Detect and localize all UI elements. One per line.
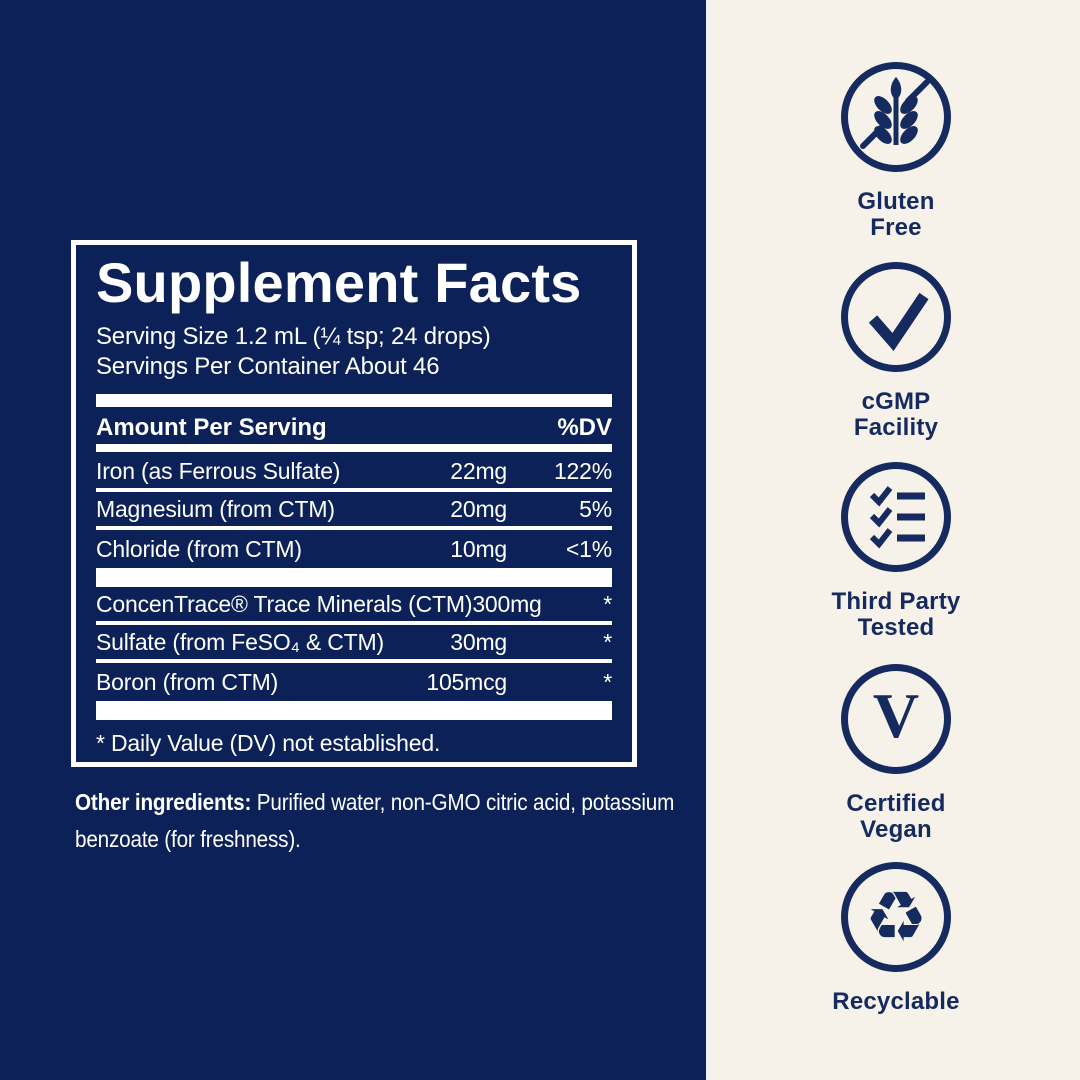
nutrient-dv: * (603, 628, 612, 655)
nutrient-name: Sulfate (from FeSO₄ & CTM) (96, 628, 384, 655)
nutrient-dv: 122% (553, 457, 612, 484)
badge-third-party-tested (712, 462, 1080, 641)
divider-bar (96, 444, 612, 452)
table-row (96, 663, 612, 701)
supplement-facts-title: Supplement Facts (96, 251, 582, 314)
serving-size: Serving Size 1.2 mL (¼ tsp; 24 drops) (96, 323, 491, 350)
checkmark-glyph (848, 269, 944, 365)
table-row (96, 492, 612, 530)
other-ingredients-line2: benzoate (for freshness). (75, 826, 301, 852)
nutrient-amount: 300mg (472, 590, 542, 617)
gluten-free-icon (841, 62, 951, 172)
badge-sidebar (706, 0, 1080, 1080)
nutrient-amount: 20mg (450, 495, 507, 522)
badge-certified-vegan (712, 664, 1080, 843)
nutrient-dv: <1% (565, 535, 612, 562)
supplement-facts-panel (71, 240, 637, 767)
table-header-row (96, 412, 612, 444)
amount-per-serving-header: Amount Per Serving (96, 414, 327, 441)
vegan-v-glyph: V (872, 680, 920, 751)
other-ingredients-line1: Other ingredients: Purified water, non-GMO citric acid, potassium (75, 789, 675, 815)
certified-vegan-icon (841, 664, 951, 774)
cgmp-check-icon (841, 262, 951, 372)
table-row (96, 587, 612, 625)
divider-bar (96, 394, 612, 407)
nutrient-name: Boron (from CTM) (96, 668, 279, 695)
nutrient-name: Iron (as Ferrous Sulfate) (96, 457, 341, 484)
table-row (96, 530, 612, 568)
badge-label-vegan: Certified Vegan (846, 790, 946, 843)
nutrient-dv: * (603, 590, 612, 617)
servings-per-container: Servings Per Container About 46 (96, 353, 440, 380)
table-row (96, 454, 612, 492)
nutrient-name: ConcenTrace® Trace Minerals (CTM) (96, 590, 473, 617)
nutrient-amount: 10mg (450, 535, 507, 562)
divider-bar (96, 701, 612, 720)
badge-label-gluten-free: Gluten Free (857, 188, 935, 241)
recyclable-icon (841, 862, 951, 972)
badge-label-cgmp: cGMP Facility (853, 388, 939, 441)
badge-gluten-free (712, 62, 1080, 241)
nutrient-dv: 5% (579, 495, 612, 522)
nutrient-amount: 22mg (450, 457, 507, 484)
nutrient-amount: 30mg (450, 628, 507, 655)
table-row (96, 625, 612, 663)
percent-dv-header: %DV (557, 414, 612, 441)
badge-label-third-party: Third Party Tested (831, 588, 961, 641)
checklist-glyph (851, 472, 941, 562)
third-party-checklist-icon (841, 462, 951, 572)
nutrient-dv: * (603, 668, 612, 695)
wheat-slash-glyph (848, 69, 944, 165)
divider-bar (96, 568, 612, 587)
nutrient-name: Magnesium (from CTM) (96, 495, 335, 522)
other-ingredients-label: Other ingredients: (75, 789, 252, 815)
badge-recyclable (712, 862, 1080, 1015)
dv-footnote: * Daily Value (DV) not established. (96, 730, 441, 756)
other-ingredients (75, 784, 674, 858)
nutrient-amount: 105mcg (426, 668, 507, 695)
nutrient-name: Chloride (from CTM) (96, 535, 302, 562)
badge-cgmp-facility (712, 262, 1080, 441)
recycle-glyph: ♻ (864, 876, 928, 958)
badge-label-recyclable: Recyclable (832, 988, 960, 1015)
